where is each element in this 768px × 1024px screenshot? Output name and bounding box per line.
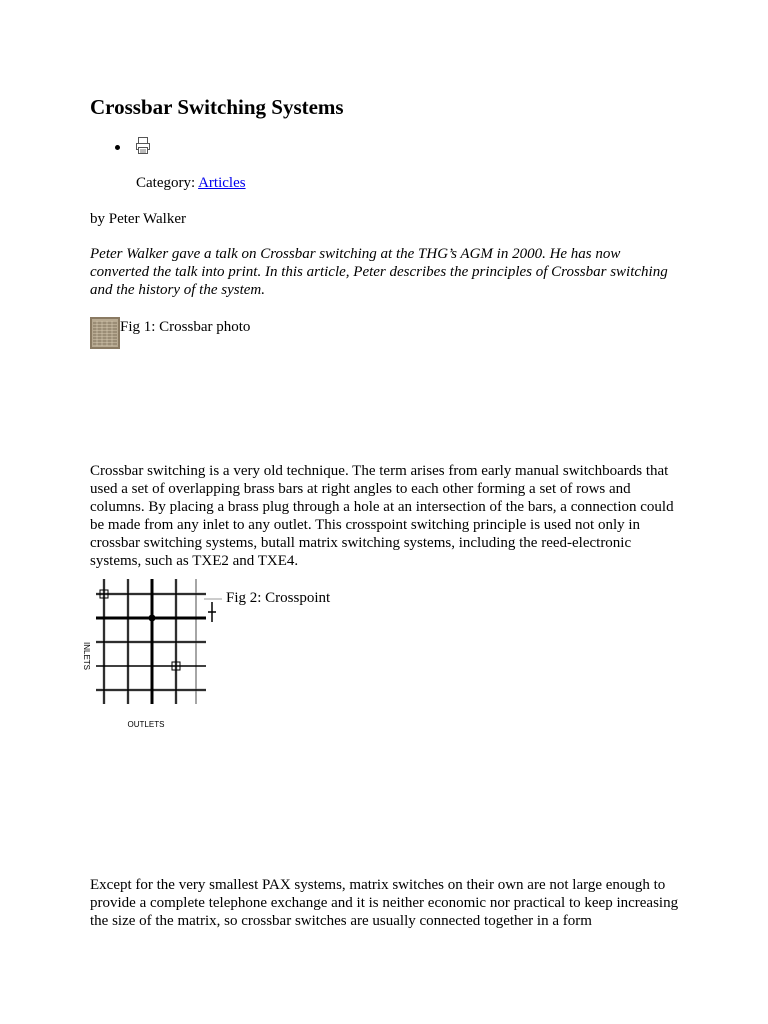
article-paragraph: Except for the very smallest PAX systems, matrix switches on their own are not large enough to provide a complete telephone exchange and it is neither economic nor practical to keep increasing the size of the matrix, so crossbar switches are usually connected together in a form [90, 877, 679, 929]
inlets-label: INLETS [82, 641, 91, 671]
printer-icon[interactable] [135, 136, 151, 156]
byline: by Peter Walker [90, 211, 186, 227]
figure-2-caption: Fig 2: Crosspoint [226, 590, 331, 606]
crosspoint-diagram[interactable] [76, 574, 216, 734]
bullet-dot [115, 145, 120, 150]
crosspoint-symbol-icon [204, 592, 224, 624]
category-label: Category: [136, 175, 199, 191]
category-link[interactable]: Articles [198, 175, 246, 191]
outlets-label: OUTLETS [127, 720, 165, 729]
figure-2 [76, 574, 356, 734]
category-row [136, 173, 246, 193]
article-paragraph: Crossbar switching is a very old technique. The term arises from early manual switchboards that used a set of overlapping brass bars at right angles to each other forming a set of rows and columns. By placing a brass plug through a hole at an intersection of the bars, a connection could be made from any inlet to any outlet. This crosspoint switching principle is used not only in crossbar switching systems, butall matrix switching systems, including the reed-electronic systems, such as TXE2 and TXE4. [90, 463, 674, 569]
crossbar-photo[interactable] [90, 317, 120, 349]
article-intro: Peter Walker gave a talk on Crossbar switching at the THG’s AGM in 2000. He has now converted the talk into print. In this article, Peter describes the principles of Crossbar switching and the history of the system. [90, 246, 668, 298]
list-item [90, 136, 690, 160]
page-title: Crossbar Switching Systems [90, 95, 344, 119]
figure-1-caption: Fig 1: Crossbar photo [120, 319, 251, 335]
article-tools-list [90, 136, 690, 160]
